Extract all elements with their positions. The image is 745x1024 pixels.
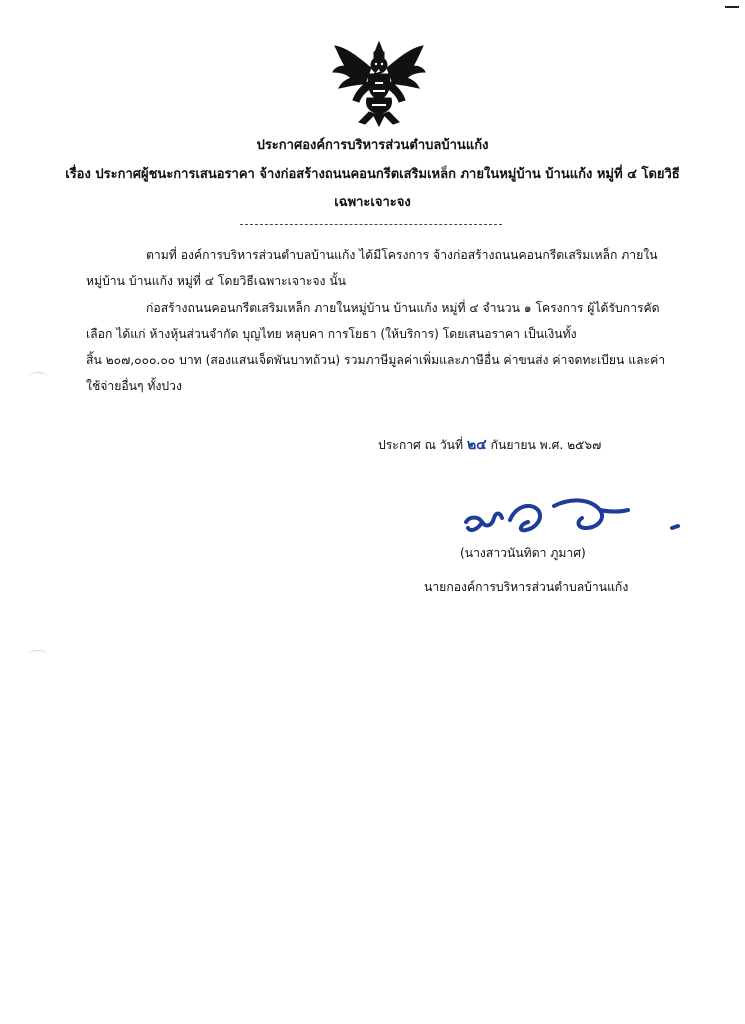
scan-mark bbox=[725, 6, 739, 8]
date-month-year: กันยายน พ.ศ. ๒๕๖๗ bbox=[490, 438, 602, 452]
garuda-emblem-icon bbox=[329, 38, 429, 128]
announcement-date bbox=[378, 436, 601, 454]
announcement-subject-line2: เฉพาะเจาะจง bbox=[334, 195, 411, 210]
announcement-title: ประกาศองค์การบริหารส่วนตำบลบ้านแก้ง bbox=[256, 138, 489, 153]
date-prefix: ประกาศ ณ วันที่ bbox=[378, 438, 464, 452]
signatory-position: นายกองค์การบริหารส่วนตำบลบ้านแก้ง bbox=[424, 580, 629, 594]
paragraph1-line1: ตามที่ องค์การบริหารส่วนตำบลบ้านแก้ง ได้มีโครงการ จ้างก่อสร้างถนนคอนกรีตเสริมเหล็ก ภายใน bbox=[146, 248, 658, 262]
announcement-subject-line1: เรื่อง ประกาศผู้ชนะการเสนอราคา จ้างก่อสร้างถนนคอนกรีตเสริมเหล็ก ภายในหมู่บ้าน บ้านแก้ง หมู่ที่ ๔ โดยวิธี bbox=[65, 167, 680, 182]
signatory-name: (นางสาวนันทิดา ภูมาศ) bbox=[460, 546, 586, 560]
paragraph2-line2: เลือก ได้แก่ ห้างหุ้นส่วนจำกัด บุญไทย หลุบคา การโยธา (ให้บริการ) โดยเสนอราคา เป็นเงินทั้ง bbox=[86, 327, 577, 341]
paragraph2-line3: สิ้น ๒๐๗,๐๐๐.๐๐ บาท (สองแสนเจ็ดพันบาทถ้วน) รวมภาษีมูลค่าเพิ่มและภาษีอื่น ค่าขนส่ง ค่าจดทะเบียน และค่า bbox=[86, 353, 666, 367]
section-divider bbox=[240, 224, 502, 225]
paragraph2-line4: ใช้จ่ายอื่นๆ ทั้งปวง bbox=[86, 379, 182, 393]
date-day: ๒๔ bbox=[466, 437, 487, 453]
punch-hole-mark bbox=[28, 650, 48, 661]
paragraph2-line1: ก่อสร้างถนนคอนกรีตเสริมเหล็ก ภายในหมู่บ้าน บ้านแก้ง หมู่ที่ ๔ จำนวน ๑ โครงการ ผู้ได้รับการคัด bbox=[146, 301, 660, 315]
paragraph1-line2: หมู่บ้าน บ้านแก้ง หมู่ที่ ๔ โดยวิธีเฉพาะเจาะจง นั้น bbox=[86, 274, 346, 288]
punch-hole-mark bbox=[28, 372, 48, 383]
signature-icon bbox=[460, 488, 690, 540]
